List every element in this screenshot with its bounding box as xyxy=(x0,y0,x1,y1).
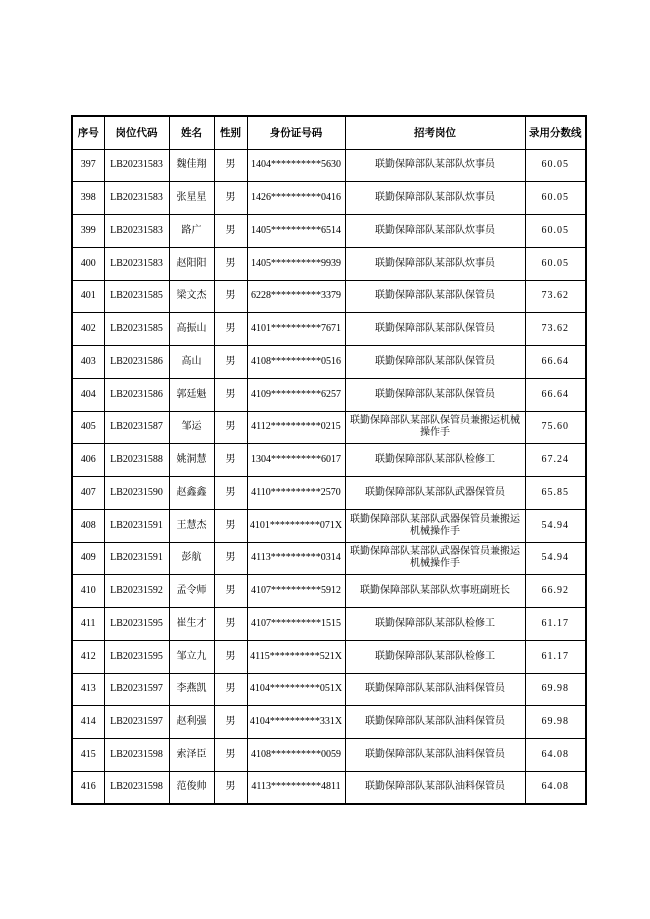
table-row xyxy=(72,706,586,739)
table-cell-job_code: LB20231583 xyxy=(104,182,169,215)
table-cell-score: 73.62 xyxy=(525,280,586,313)
table-row xyxy=(72,542,586,575)
table-cell-name: 赵阳阳 xyxy=(169,247,214,280)
table-cell-seq: 411 xyxy=(72,608,104,641)
table-cell-id_number: 1304**********6017 xyxy=(247,444,345,477)
recruitment-score-table xyxy=(71,115,587,805)
table-cell-gender: 男 xyxy=(214,771,247,804)
table-cell-name: 郭廷魁 xyxy=(169,378,214,411)
table-cell-id_number: 4107**********1515 xyxy=(247,608,345,641)
table-cell-gender: 男 xyxy=(214,608,247,641)
table-cell-score: 60.05 xyxy=(525,215,586,248)
table-row xyxy=(72,640,586,673)
table-cell-seq: 397 xyxy=(72,149,104,182)
table-cell-id_number: 4101**********071X xyxy=(247,509,345,542)
table-row xyxy=(72,739,586,772)
table-cell-name: 孟令师 xyxy=(169,575,214,608)
table-cell-name: 李燕凯 xyxy=(169,673,214,706)
header-seq: 序号 xyxy=(72,116,104,149)
table-row xyxy=(72,346,586,379)
table-cell-gender: 男 xyxy=(214,215,247,248)
table-cell-gender: 男 xyxy=(214,706,247,739)
table-cell-position: 联勤保障部队某部队检修工 xyxy=(345,608,525,641)
table-cell-seq: 414 xyxy=(72,706,104,739)
table-cell-seq: 400 xyxy=(72,247,104,280)
table-cell-id_number: 4101**********7671 xyxy=(247,313,345,346)
table-cell-name: 赵利强 xyxy=(169,706,214,739)
table-row xyxy=(72,477,586,510)
table-cell-seq: 410 xyxy=(72,575,104,608)
table-row xyxy=(72,247,586,280)
table-cell-score: 65.85 xyxy=(525,477,586,510)
table-row xyxy=(72,444,586,477)
table-cell-seq: 415 xyxy=(72,739,104,772)
table-cell-seq: 408 xyxy=(72,509,104,542)
table-row xyxy=(72,313,586,346)
table-cell-job_code: LB20231585 xyxy=(104,313,169,346)
table-cell-seq: 412 xyxy=(72,640,104,673)
table-row xyxy=(72,182,586,215)
table-cell-name: 范俊帅 xyxy=(169,771,214,804)
table-cell-job_code: LB20231585 xyxy=(104,280,169,313)
table-row xyxy=(72,509,586,542)
table-cell-job_code: LB20231598 xyxy=(104,771,169,804)
table-cell-position: 联勤保障部队某部队油料保管员 xyxy=(345,771,525,804)
header-score: 录用分数线 xyxy=(525,116,586,149)
table-cell-id_number: 1404**********5630 xyxy=(247,149,345,182)
table-cell-score: 60.05 xyxy=(525,149,586,182)
table-cell-name: 索泽臣 xyxy=(169,739,214,772)
table-cell-name: 崔生才 xyxy=(169,608,214,641)
table-cell-position: 联勤保障部队某部队检修工 xyxy=(345,640,525,673)
table-cell-score: 69.98 xyxy=(525,673,586,706)
table-cell-score: 69.98 xyxy=(525,706,586,739)
document-page xyxy=(71,115,585,805)
header-id-number: 身份证号码 xyxy=(247,116,345,149)
table-cell-gender: 男 xyxy=(214,182,247,215)
table-cell-seq: 402 xyxy=(72,313,104,346)
table-cell-seq: 405 xyxy=(72,411,104,444)
table-cell-gender: 男 xyxy=(214,739,247,772)
table-cell-id_number: 1405**********9939 xyxy=(247,247,345,280)
table-cell-seq: 406 xyxy=(72,444,104,477)
table-cell-seq: 399 xyxy=(72,215,104,248)
table-cell-id_number: 4104**********051X xyxy=(247,673,345,706)
table-row xyxy=(72,411,586,444)
table-cell-gender: 男 xyxy=(214,280,247,313)
table-cell-gender: 男 xyxy=(214,411,247,444)
table-cell-score: 64.08 xyxy=(525,771,586,804)
table-row xyxy=(72,280,586,313)
table-cell-position: 联勤保障部队某部队油料保管员 xyxy=(345,706,525,739)
table-cell-id_number: 1405**********6514 xyxy=(247,215,345,248)
table-row xyxy=(72,149,586,182)
table-cell-position: 联勤保障部队某部队武器保管员 xyxy=(345,477,525,510)
table-cell-job_code: LB20231591 xyxy=(104,509,169,542)
table-cell-gender: 男 xyxy=(214,444,247,477)
table-cell-seq: 404 xyxy=(72,378,104,411)
table-cell-score: 61.17 xyxy=(525,608,586,641)
table-cell-name: 邹运 xyxy=(169,411,214,444)
table-header-row xyxy=(72,116,586,149)
table-row xyxy=(72,215,586,248)
table-cell-position: 联勤保障部队某部队武器保管员兼搬运机械操作手 xyxy=(345,509,525,542)
table-cell-job_code: LB20231597 xyxy=(104,706,169,739)
table-cell-id_number: 1426**********0416 xyxy=(247,182,345,215)
header-position: 招考岗位 xyxy=(345,116,525,149)
table-cell-position: 联勤保障部队某部队检修工 xyxy=(345,444,525,477)
table-cell-position: 联勤保障部队某部队保管员 xyxy=(345,313,525,346)
table-cell-position: 联勤保障部队某部队保管员 xyxy=(345,280,525,313)
table-cell-id_number: 4104**********331X xyxy=(247,706,345,739)
table-cell-job_code: LB20231588 xyxy=(104,444,169,477)
header-name: 姓名 xyxy=(169,116,214,149)
table-cell-name: 路广 xyxy=(169,215,214,248)
table-cell-position: 联勤保障部队某部队油料保管员 xyxy=(345,739,525,772)
table-cell-gender: 男 xyxy=(214,673,247,706)
table-cell-job_code: LB20231590 xyxy=(104,477,169,510)
table-cell-position: 联勤保障部队某部队保管员兼搬运机械操作手 xyxy=(345,411,525,444)
table-cell-position: 联勤保障部队某部队炊事员 xyxy=(345,247,525,280)
table-cell-job_code: LB20231587 xyxy=(104,411,169,444)
table-cell-seq: 409 xyxy=(72,542,104,575)
table-cell-seq: 413 xyxy=(72,673,104,706)
table-row xyxy=(72,608,586,641)
table-cell-id_number: 6228**********3379 xyxy=(247,280,345,313)
table-cell-id_number: 4108**********0059 xyxy=(247,739,345,772)
table-cell-name: 王慧杰 xyxy=(169,509,214,542)
table-cell-score: 54.94 xyxy=(525,509,586,542)
table-cell-score: 60.05 xyxy=(525,182,586,215)
table-cell-gender: 男 xyxy=(214,509,247,542)
table-cell-job_code: LB20231583 xyxy=(104,149,169,182)
table-cell-seq: 416 xyxy=(72,771,104,804)
table-cell-id_number: 4113**********0314 xyxy=(247,542,345,575)
table-cell-position: 联勤保障部队某部队保管员 xyxy=(345,378,525,411)
table-cell-job_code: LB20231597 xyxy=(104,673,169,706)
table-cell-name: 赵鑫鑫 xyxy=(169,477,214,510)
table-cell-position: 联勤保障部队某部队炊事员 xyxy=(345,215,525,248)
table-cell-gender: 男 xyxy=(214,247,247,280)
table-cell-gender: 男 xyxy=(214,313,247,346)
table-cell-seq: 403 xyxy=(72,346,104,379)
table-cell-job_code: LB20231586 xyxy=(104,378,169,411)
table-cell-score: 75.60 xyxy=(525,411,586,444)
table-cell-gender: 男 xyxy=(214,640,247,673)
table-body xyxy=(72,149,586,804)
table-cell-job_code: LB20231592 xyxy=(104,575,169,608)
header-gender: 性别 xyxy=(214,116,247,149)
table-cell-id_number: 4108**********0516 xyxy=(247,346,345,379)
table-cell-id_number: 4109**********6257 xyxy=(247,378,345,411)
table-cell-score: 66.64 xyxy=(525,378,586,411)
table-cell-score: 61.17 xyxy=(525,640,586,673)
table-cell-position: 联勤保障部队某部队炊事员 xyxy=(345,182,525,215)
table-cell-id_number: 4112**********0215 xyxy=(247,411,345,444)
table-cell-name: 梁文杰 xyxy=(169,280,214,313)
table-cell-score: 66.64 xyxy=(525,346,586,379)
table-cell-job_code: LB20231586 xyxy=(104,346,169,379)
table-row xyxy=(72,575,586,608)
table-cell-job_code: LB20231583 xyxy=(104,247,169,280)
table-cell-position: 联勤保障部队某部队保管员 xyxy=(345,346,525,379)
table-cell-gender: 男 xyxy=(214,346,247,379)
table-cell-name: 高山 xyxy=(169,346,214,379)
table-cell-position: 联勤保障部队某部队炊事班副班长 xyxy=(345,575,525,608)
table-cell-position: 联勤保障部队某部队炊事员 xyxy=(345,149,525,182)
table-cell-job_code: LB20231595 xyxy=(104,640,169,673)
table-cell-name: 邹立九 xyxy=(169,640,214,673)
table-cell-gender: 男 xyxy=(214,575,247,608)
table-cell-name: 张星星 xyxy=(169,182,214,215)
table-row xyxy=(72,673,586,706)
table-row xyxy=(72,771,586,804)
table-cell-score: 67.24 xyxy=(525,444,586,477)
table-cell-job_code: LB20231595 xyxy=(104,608,169,641)
table-cell-name: 魏佳翔 xyxy=(169,149,214,182)
table-cell-seq: 407 xyxy=(72,477,104,510)
table-cell-name: 彭航 xyxy=(169,542,214,575)
table-cell-score: 60.05 xyxy=(525,247,586,280)
table-cell-score: 54.94 xyxy=(525,542,586,575)
table-cell-name: 高振山 xyxy=(169,313,214,346)
table-cell-job_code: LB20231598 xyxy=(104,739,169,772)
table-cell-job_code: LB20231591 xyxy=(104,542,169,575)
header-job-code: 岗位代码 xyxy=(104,116,169,149)
table-cell-position: 联勤保障部队某部队武器保管员兼搬运机械操作手 xyxy=(345,542,525,575)
table-cell-gender: 男 xyxy=(214,542,247,575)
table-cell-seq: 401 xyxy=(72,280,104,313)
table-cell-score: 73.62 xyxy=(525,313,586,346)
table-cell-seq: 398 xyxy=(72,182,104,215)
table-cell-id_number: 4110**********2570 xyxy=(247,477,345,510)
table-cell-job_code: LB20231583 xyxy=(104,215,169,248)
table-cell-name: 姚洞慧 xyxy=(169,444,214,477)
table-cell-id_number: 4115**********521X xyxy=(247,640,345,673)
table-cell-gender: 男 xyxy=(214,477,247,510)
table-cell-id_number: 4113**********4811 xyxy=(247,771,345,804)
table-cell-score: 64.08 xyxy=(525,739,586,772)
table-cell-gender: 男 xyxy=(214,149,247,182)
table-cell-score: 66.92 xyxy=(525,575,586,608)
table-cell-position: 联勤保障部队某部队油料保管员 xyxy=(345,673,525,706)
table-cell-id_number: 4107**********5912 xyxy=(247,575,345,608)
table-row xyxy=(72,378,586,411)
table-cell-gender: 男 xyxy=(214,378,247,411)
